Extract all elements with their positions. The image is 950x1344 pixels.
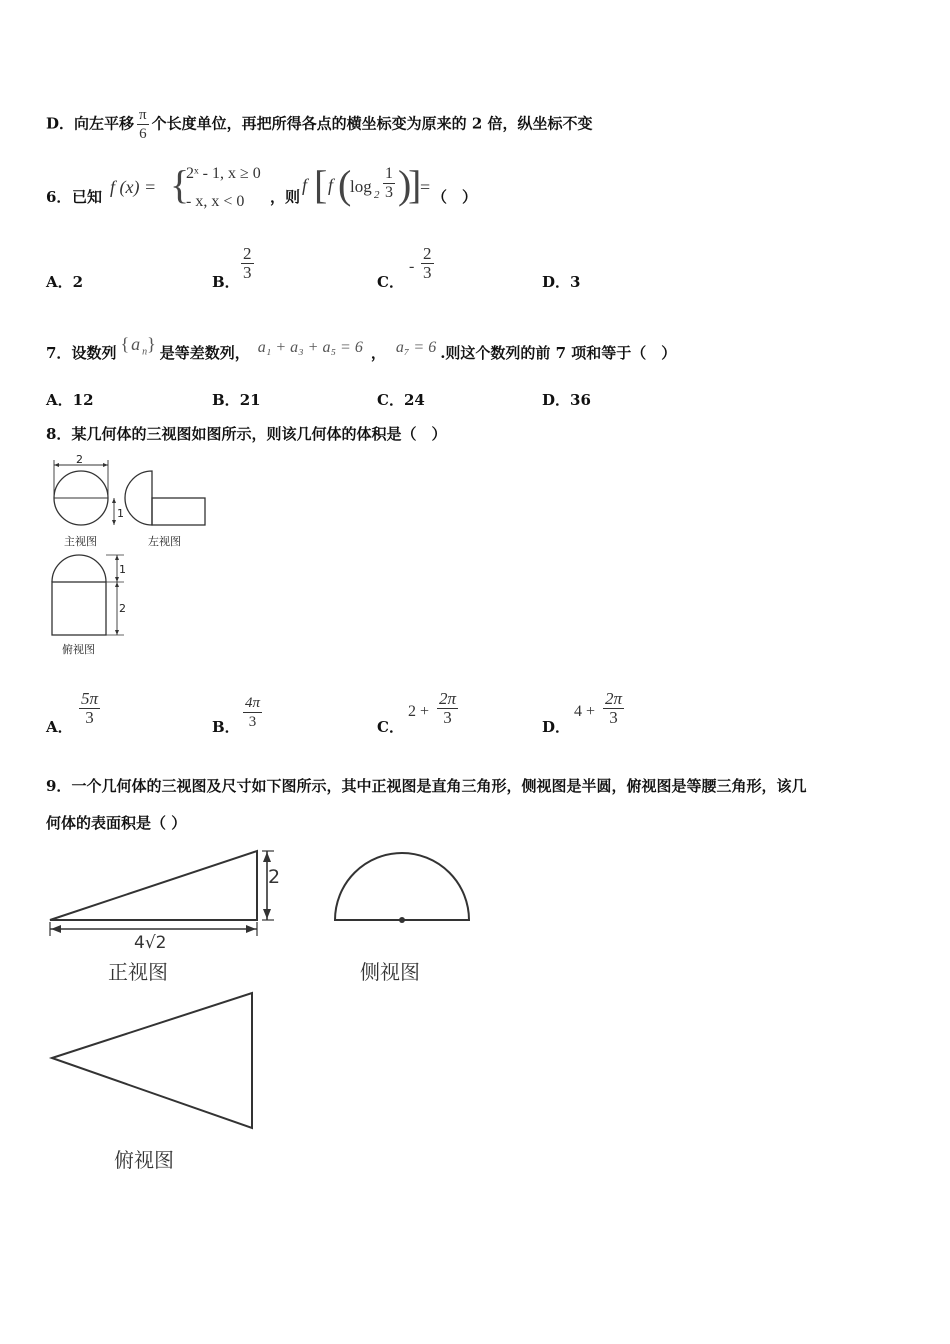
fraction-one-third [383, 165, 395, 202]
option-lead-term: 2 + [408, 703, 430, 720]
top-view-arch [52, 555, 106, 582]
option-value: 36 [570, 391, 591, 409]
inner-f: f [328, 175, 334, 195]
fraction-denominator: 3 [423, 263, 432, 282]
right-bracket: ] [408, 162, 422, 207]
front-view-label: 正视图 [108, 960, 168, 984]
q7-option-d [542, 389, 591, 410]
question-number: 8． [46, 425, 72, 443]
dim-base-label: 4√2 [134, 933, 167, 953]
q7-option-c [377, 389, 425, 410]
log-text: log [350, 177, 372, 196]
question-9-line-2 [46, 812, 186, 833]
top-view-rectangle [52, 582, 106, 635]
arrow-right-icon [246, 925, 256, 933]
arrow-up-icon [112, 498, 116, 503]
fraction-denominator: 3 [443, 708, 452, 727]
fraction-denominator: 3 [85, 708, 94, 727]
option-label: B． [212, 391, 240, 409]
arrow-left-icon [51, 925, 61, 933]
fraction-numerator: 2π [439, 689, 457, 708]
top-view-triangle [52, 993, 252, 1128]
option-label: D． [542, 718, 571, 736]
question-text: 是等差数列， [159, 344, 250, 362]
q6-option-b [212, 271, 240, 292]
option-value: 24 [403, 391, 425, 409]
q8-option-b-fraction [243, 694, 262, 731]
option-label: A． [46, 273, 73, 291]
option-label: D． [542, 391, 571, 409]
q8-option-b [212, 716, 240, 737]
q6-option-b-fraction [241, 245, 254, 282]
question-text: 何体的表面积是（ ） [46, 814, 187, 832]
option-value: 12 [72, 391, 94, 409]
arrow-up-icon [263, 852, 271, 862]
option-label: B． [212, 718, 240, 736]
sequence-subscript: n [142, 346, 148, 358]
dim-height-label: 2 [268, 866, 281, 888]
option-value: 21 [239, 391, 261, 409]
side-view-semicircle [335, 853, 469, 920]
option-value: 3 [570, 273, 581, 291]
arrow-down-icon [115, 577, 119, 582]
question-7 [46, 334, 677, 366]
option-label: C． [377, 718, 404, 736]
option-lead-term: 4 + [574, 703, 596, 720]
arrow-left-icon [54, 463, 59, 467]
q8-option-d-fraction [603, 690, 624, 727]
option-label: C． [377, 391, 404, 409]
fraction-numerator: 2 [243, 244, 252, 263]
fraction-denominator: 3 [243, 263, 252, 282]
option-label: A． [46, 718, 73, 736]
option-label: D． [46, 114, 75, 133]
option-value: 2 [72, 273, 84, 291]
option-label: D． [542, 273, 571, 291]
condition-2: a₇ = 6 [395, 339, 437, 356]
question-number: 7． [46, 344, 72, 362]
question-text: 设数列 [71, 344, 117, 362]
question-text: ， [370, 344, 386, 362]
side-view-label: 侧视图 [360, 960, 420, 984]
q8-three-view-figure [40, 452, 260, 662]
option-label: B． [212, 273, 240, 291]
left-view-half-disk [125, 471, 152, 525]
option-text: 向左平移 [74, 114, 135, 133]
piecewise-case-1: 2ˣ - 1, x ≥ 0 [186, 165, 261, 182]
equals-sign: = [420, 177, 431, 197]
side-view-center-point [399, 917, 405, 923]
left-view-rectangle [152, 498, 205, 525]
q8-option-c [377, 716, 404, 737]
left-bracket: [ [314, 162, 328, 207]
dim-width-label: 2 [76, 453, 83, 466]
fraction-denominator: 3 [385, 184, 393, 201]
top-view-label: 俯视图 [114, 1148, 174, 1172]
right-paren: ) [398, 162, 412, 207]
q6-option-c-fraction [421, 245, 434, 282]
q7-option-a [46, 389, 94, 410]
question-text: .则这个数列的前 7 项和等于（ ） [440, 344, 677, 362]
left-view-label: 左视图 [148, 535, 181, 548]
answer-blank: （ ） [432, 188, 478, 206]
question-text: 一个几何体的三视图及尺寸如下图所示，其中正视图是直角三角形，侧视图是半圆，俯视图是等腰三角形，该几 [71, 777, 807, 795]
question-text: 已知 [72, 188, 103, 206]
function-name: f (x) = [110, 177, 157, 197]
option-text: 个长度单位，再把所得各点的横坐标变为原来的 2 倍，纵坐标不变 [151, 114, 593, 133]
fraction-numerator: 4π [245, 695, 261, 711]
q8-option-c-fraction [437, 690, 458, 727]
fraction-numerator: 2π [605, 689, 623, 708]
question-text: ，则 [270, 188, 301, 206]
question-text: 某几何体的三视图如图所示，则该几何体的体积是（ ） [71, 425, 447, 443]
q5-option-d [46, 106, 593, 143]
arrow-up-icon [115, 555, 119, 560]
q8-option-d [542, 716, 570, 737]
fraction-pi-over-6 [137, 106, 149, 143]
q6-option-d [542, 271, 580, 292]
fraction-numerator: π [139, 107, 147, 123]
q9-three-view-figure [40, 840, 500, 1180]
log-base: 2 [374, 189, 380, 201]
fraction-numerator: 1 [385, 165, 393, 182]
piecewise-brace: { [170, 162, 190, 207]
option-label: A． [46, 391, 73, 409]
fraction-numerator: 2 [423, 244, 432, 263]
fraction-denominator: 6 [139, 126, 147, 142]
dim-front-height-label: 1 [117, 507, 124, 520]
question-8 [46, 423, 446, 444]
q8-option-a-fraction [79, 690, 100, 727]
front-view-label: 主视图 [64, 535, 97, 548]
front-view-triangle [50, 851, 257, 920]
question-number: 6． [46, 188, 72, 206]
sequence-notation: { a $_n$} [120, 334, 156, 358]
top-view-label: 俯视图 [62, 643, 95, 656]
option-label: C． [377, 273, 404, 291]
condition-1: a₁ + a₃ + a₅ = 6 [257, 339, 363, 356]
q8-option-a [46, 716, 73, 737]
q7-option-b [212, 389, 261, 410]
piecewise-case-2: - x, x < 0 [186, 193, 245, 210]
fraction-denominator: 3 [609, 708, 618, 727]
arrow-up-icon [115, 582, 119, 587]
left-paren: ( [338, 162, 352, 207]
arrow-down-icon [112, 520, 116, 525]
dim-top-1-label: 1 [119, 563, 126, 576]
arrow-down-icon [115, 630, 119, 635]
dim-top-2-label: 2 [119, 602, 126, 615]
question-9-line-1 [46, 775, 806, 796]
sequence-symbol: a [131, 334, 141, 354]
q6-option-c [377, 271, 404, 292]
arrow-right-icon [103, 463, 108, 467]
outer-f: f [302, 175, 308, 195]
q6-option-a [46, 271, 83, 292]
arrow-down-icon [263, 909, 271, 919]
fraction-denominator: 3 [248, 714, 257, 730]
fraction-numerator: 5π [81, 689, 99, 708]
question-number: 9． [46, 777, 72, 795]
minus-sign: - [409, 258, 415, 275]
